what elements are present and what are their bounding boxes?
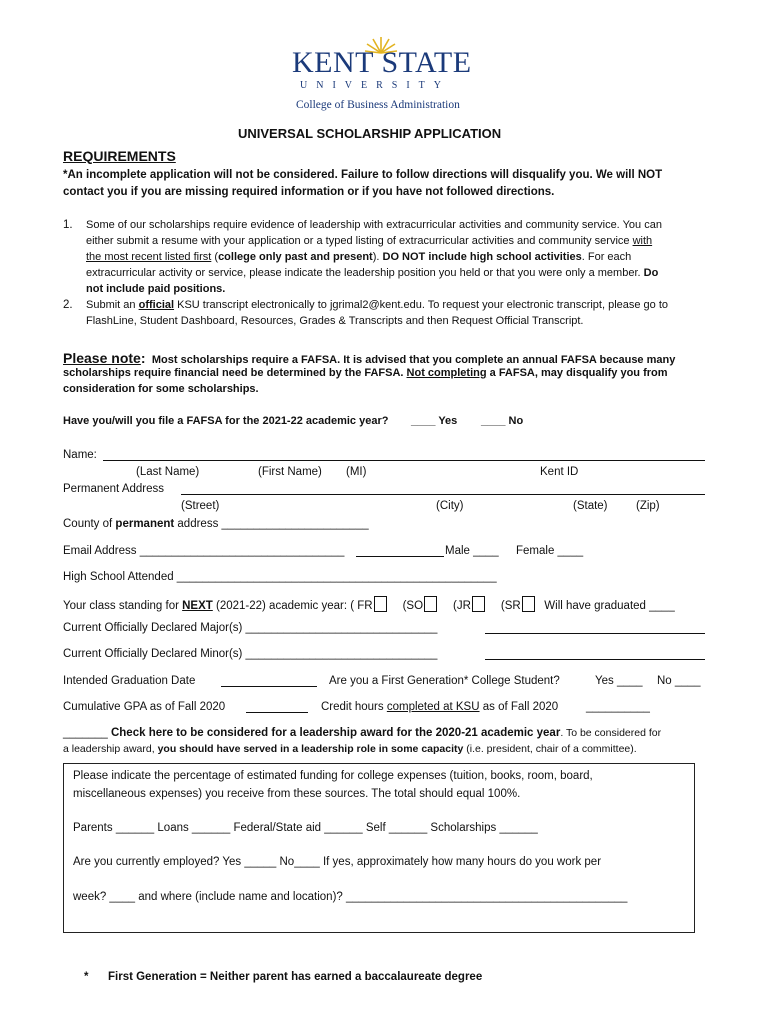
leadership2-bold: you should have served in a leadership role in some capacity	[157, 743, 464, 755]
email-field[interactable]: Email Address ________________________________	[63, 545, 345, 557]
senior-checkbox[interactable]	[522, 596, 535, 612]
item1-for-each: . For each	[581, 251, 632, 263]
last-name-caption: (Last Name)	[136, 466, 200, 478]
leadership-line2	[63, 743, 637, 755]
high-school-field[interactable]: High School Attended __________________________________________________	[63, 571, 497, 583]
class-standing-row	[63, 596, 675, 612]
leadership2-text: a leadership award,	[63, 743, 158, 755]
item1-paren-open: (	[211, 251, 219, 263]
street-caption: (Street)	[181, 500, 220, 512]
gpa-field[interactable]	[246, 701, 308, 713]
email-extra-blank	[356, 545, 444, 557]
item1-paren-close: ).	[372, 251, 383, 263]
funding-sources[interactable]: Parents ______ Loans ______ Federal/State aid ______ Self ______ Scholarships ______	[73, 822, 538, 834]
county-permanent: permanent	[115, 518, 175, 530]
item2-line1-rest: KSU transcript electronically to jgrimal2@kent.edu. To request your electronic transcript, please go to	[174, 299, 669, 311]
minors-second-blank[interactable]	[485, 648, 705, 660]
item1-number: 1.	[63, 219, 73, 231]
item1-line2	[86, 235, 652, 247]
sophomore-checkbox[interactable]	[424, 596, 437, 612]
female-field[interactable]: Female ____	[516, 545, 584, 557]
note-not-completing: Not completing	[406, 367, 487, 379]
standing-next: NEXT	[182, 600, 213, 612]
name-label: Name:	[63, 449, 97, 461]
note-line1	[63, 350, 675, 366]
requirements-intro-line2: contact you if you are missing required information or if you have not followed directions.	[63, 186, 555, 198]
leadership-text-b: . To be considered for	[560, 727, 662, 739]
footnote-bullet: *	[84, 971, 89, 983]
note-text1: Most scholarships require a FAFSA. It is advised that you complete an annual FAFSA because many	[151, 354, 676, 366]
employment-week[interactable]: week? ____ and where (include name and location)? ____________________________________________	[73, 891, 628, 903]
first-gen-question: Are you a First Generation* College Student?	[329, 675, 560, 687]
logo-college: College of Business Administration	[296, 99, 460, 111]
county-label: County of	[63, 518, 116, 530]
leadership2-rest: (i.e. president, chair of a committee).	[463, 743, 637, 755]
kent-id-caption: Kent ID	[540, 466, 579, 478]
item1-no-high-school: DO NOT include high school activities	[382, 251, 582, 263]
majors-field[interactable]: Current Officially Declared Major(s) ______________________________	[63, 622, 438, 634]
leadership-line1	[63, 727, 661, 739]
will-graduate-field[interactable]: Will have graduated ____	[544, 600, 675, 612]
gpa-label: Cumulative GPA as of Fall 2020	[63, 701, 226, 713]
city-caption: (City)	[436, 500, 464, 512]
credit-text: Credit hours	[321, 701, 387, 713]
junior-checkbox[interactable]	[472, 596, 485, 612]
footnote-text: First Generation = Neither parent has earned a baccalaureate degree	[108, 971, 483, 983]
permanent-address-label: Permanent Address	[63, 483, 165, 495]
jr-label: (JR	[453, 600, 471, 612]
note-line2	[63, 367, 668, 379]
item2-number: 2.	[63, 299, 73, 311]
item1-most-recent: the most recent listed first	[86, 251, 212, 263]
note-text2a: scholarships require financial need be determined by the FAFSA.	[63, 367, 407, 379]
logo-university: UNIVERSITY	[300, 80, 450, 91]
employment-question[interactable]: Are you currently employed? Yes _____ No____ If yes, approximately how many hours do you work per	[73, 856, 602, 868]
first-gen-yes-field[interactable]: Yes ____	[595, 675, 643, 687]
item1-line5: not include paid positions.	[86, 283, 226, 295]
item1-college-only: college only past and present	[218, 251, 373, 263]
item2-line2: FlashLine, Student Dashboard, Resources, Grades & Transcripts and then Request Official Transcript.	[86, 315, 584, 327]
freshman-checkbox[interactable]	[374, 596, 387, 612]
note-label: Please note	[63, 350, 141, 366]
item2-submit: Submit an	[86, 299, 139, 311]
credit-completed: completed at KSU	[386, 701, 480, 713]
first-name-caption: (First Name)	[258, 466, 322, 478]
leadership-text: Check here to be considered for a leadership award for the 2020-21 academic year	[107, 727, 561, 739]
requirements-intro-line1: *An incomplete application will not be considered. Failure to follow directions will disqualify you. We will NOT	[63, 169, 663, 181]
note-colon: :	[140, 350, 146, 366]
item2-official: official	[138, 299, 175, 311]
minors-field[interactable]: Current Officially Declared Minor(s) ______________________________	[63, 648, 438, 660]
item1-line4-text: extracurricular activity or service, please indicate the leadership position you held or that you were only a member.	[86, 267, 641, 279]
credit-text2: as of Fall 2020	[479, 701, 559, 713]
item2-line1	[86, 299, 668, 311]
graduation-date-label: Intended Graduation Date	[63, 675, 196, 687]
item1-line2-text: either submit a resume with your application or a typed listing of extracurricular activities and community service	[86, 235, 633, 247]
zip-caption: (Zip)	[636, 500, 660, 512]
logo-wordmark: KENT STATE	[292, 46, 472, 79]
note-line3: consideration for some scholarships.	[63, 383, 259, 395]
funding-line1: Please indicate the percentage of estimated funding for college expenses (tuition, books, room, board,	[73, 770, 593, 782]
leadership-checkbox-blank[interactable]: _______	[63, 727, 108, 739]
male-field[interactable]: Male ____	[445, 545, 499, 557]
item1-line2-with: with	[632, 235, 653, 247]
funding-line2: miscellaneous expenses) you receive from these sources. The total should equal 100%.	[73, 788, 521, 800]
item1-line1: Some of our scholarships require evidence of leadership with extracurricular activities and community service. You can	[86, 219, 662, 231]
mi-caption: (MI)	[346, 466, 367, 478]
fafsa-question: Have you/will you file a FAFSA for the 2021-22 academic year?	[63, 415, 389, 427]
credit-hours-label	[321, 701, 558, 713]
fafsa-no-field[interactable]: ____ No	[481, 415, 524, 427]
note-text2c: a FAFSA, may disqualify you from	[486, 367, 668, 379]
fafsa-yes-field[interactable]: ____ Yes	[411, 415, 458, 427]
name-field[interactable]	[103, 449, 705, 461]
page-title: UNIVERSAL SCHOLARSHIP APPLICATION	[238, 126, 502, 141]
permanent-address-field[interactable]	[181, 483, 705, 495]
county-field[interactable]	[63, 518, 369, 530]
graduation-date-field[interactable]	[221, 675, 317, 687]
standing-text2: (2021-22) academic year: ( FR	[212, 600, 373, 612]
so-label: (SO	[402, 600, 424, 612]
item1-line4-do: Do	[643, 267, 659, 279]
requirements-heading: REQUIREMENTS	[63, 148, 176, 164]
item1-line4	[86, 267, 658, 279]
county-blank: address _______________________	[174, 518, 369, 530]
standing-text: Your class standing for	[63, 600, 183, 612]
sr-label: (SR	[500, 600, 521, 612]
majors-second-blank[interactable]	[485, 622, 705, 634]
credit-hours-field[interactable]: __________	[586, 701, 650, 713]
first-gen-no-field[interactable]: No ____	[657, 675, 701, 687]
state-caption: (State)	[573, 500, 608, 512]
item1-line3	[86, 251, 631, 263]
